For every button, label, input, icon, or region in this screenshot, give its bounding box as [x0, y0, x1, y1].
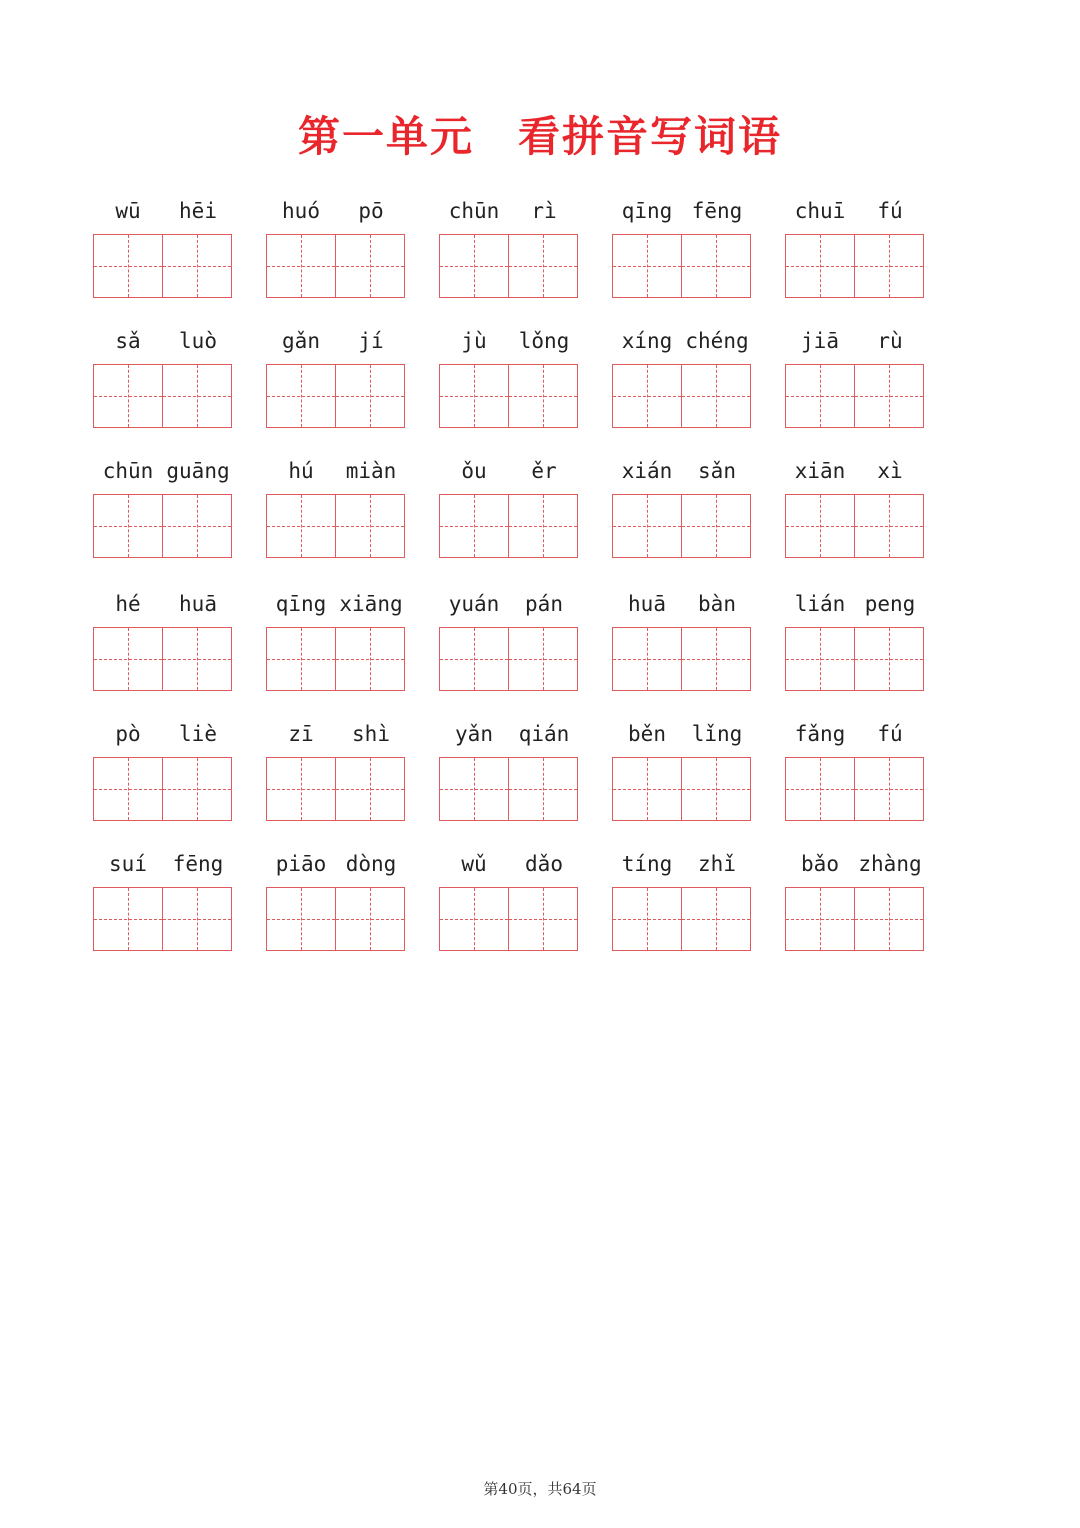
tianzige-box[interactable] — [854, 757, 924, 821]
box-guide-horizontal — [163, 526, 231, 527]
writing-boxes — [785, 757, 923, 821]
tianzige-box[interactable] — [854, 627, 924, 691]
tianzige-box[interactable] — [335, 757, 405, 821]
box-guide-horizontal — [336, 789, 404, 790]
tianzige-box[interactable] — [612, 757, 682, 821]
word-item — [785, 454, 925, 564]
pinyin-syllable: lián — [794, 592, 846, 616]
word-item — [266, 194, 406, 304]
word-item — [266, 587, 406, 697]
box-guide-horizontal — [509, 789, 577, 790]
box-guide-horizontal — [786, 789, 854, 790]
pinyin-label — [612, 847, 752, 881]
box-guide-horizontal — [267, 266, 335, 267]
pinyin-syllable: chūn — [448, 199, 500, 223]
box-guide-horizontal — [682, 396, 750, 397]
pinyin-syllable: bàn — [698, 592, 736, 616]
word-item — [93, 324, 233, 434]
pinyin-syllable: huā — [179, 592, 217, 616]
writing-boxes — [266, 234, 404, 298]
tianzige-box[interactable] — [612, 887, 682, 951]
word-item — [785, 717, 925, 827]
box-guide-horizontal — [440, 919, 508, 920]
pinyin-syllable: zī — [288, 722, 314, 746]
tianzige-box[interactable] — [854, 494, 924, 558]
tianzige-box[interactable] — [854, 364, 924, 428]
box-guide-horizontal — [786, 526, 854, 527]
tianzige-box[interactable] — [508, 757, 578, 821]
pinyin-label — [612, 324, 752, 358]
tianzige-box[interactable] — [508, 364, 578, 428]
tianzige-box[interactable] — [335, 627, 405, 691]
box-guide-horizontal — [267, 919, 335, 920]
pinyin-syllable: lǐng — [691, 722, 743, 746]
box-guide-horizontal — [94, 789, 162, 790]
pinyin-label — [612, 587, 752, 621]
tianzige-box[interactable] — [266, 234, 336, 298]
pinyin-syllable: rù — [877, 329, 903, 353]
word-item — [612, 324, 752, 434]
box-guide-horizontal — [440, 396, 508, 397]
box-guide-horizontal — [786, 396, 854, 397]
word-item — [439, 194, 579, 304]
box-guide-horizontal — [94, 266, 162, 267]
word-item — [266, 717, 406, 827]
pinyin-syllable: lǒng — [518, 329, 570, 353]
pinyin-syllable: rì — [531, 199, 557, 223]
pinyin-syllable: xì — [877, 459, 903, 483]
box-guide-horizontal — [855, 526, 923, 527]
tianzige-box[interactable] — [266, 887, 336, 951]
pinyin-syllable: xián — [621, 459, 673, 483]
pinyin-syllable: fú — [877, 722, 903, 746]
word-item — [266, 454, 406, 564]
pinyin-syllable: zhǐ — [698, 852, 736, 876]
pinyin-syllable: pō — [358, 199, 384, 223]
writing-boxes — [612, 887, 750, 951]
pinyin-syllable: shì — [352, 722, 390, 746]
pinyin-label — [785, 324, 925, 358]
box-guide-horizontal — [440, 526, 508, 527]
pinyin-syllable: dǎo — [525, 852, 563, 876]
tianzige-box[interactable] — [335, 887, 405, 951]
pinyin-label — [612, 194, 752, 228]
box-guide-horizontal — [94, 919, 162, 920]
word-item — [93, 194, 233, 304]
pinyin-syllable: suí — [109, 852, 147, 876]
pinyin-label — [785, 454, 925, 488]
pinyin-syllable: liè — [179, 722, 217, 746]
box-guide-horizontal — [509, 919, 577, 920]
writing-boxes — [612, 234, 750, 298]
tianzige-box[interactable] — [681, 887, 751, 951]
pinyin-label — [439, 717, 579, 751]
box-guide-horizontal — [682, 266, 750, 267]
writing-boxes — [93, 494, 231, 558]
writing-boxes — [785, 234, 923, 298]
writing-boxes — [266, 494, 404, 558]
pinyin-label — [439, 847, 579, 881]
pinyin-label — [93, 194, 233, 228]
tianzige-box[interactable] — [439, 364, 509, 428]
box-guide-horizontal — [613, 919, 681, 920]
pinyin-syllable: tíng — [621, 852, 673, 876]
tianzige-box[interactable] — [681, 364, 751, 428]
pinyin-syllable: yuán — [448, 592, 500, 616]
pinyin-syllable: pò — [115, 722, 141, 746]
pinyin-syllable: xiān — [794, 459, 846, 483]
word-item — [439, 454, 579, 564]
pinyin-label — [266, 324, 406, 358]
pinyin-label — [785, 717, 925, 751]
word-item — [266, 847, 406, 957]
pinyin-syllable: zhàng — [858, 852, 922, 876]
pinyin-syllable: ǒu — [461, 459, 487, 483]
tianzige-box[interactable] — [93, 494, 163, 558]
box-guide-horizontal — [440, 659, 508, 660]
pinyin-syllable: hú — [288, 459, 314, 483]
box-guide-horizontal — [336, 526, 404, 527]
writing-boxes — [612, 494, 750, 558]
box-guide-horizontal — [163, 266, 231, 267]
word-item — [93, 847, 233, 957]
box-guide-horizontal — [336, 659, 404, 660]
pinyin-syllable: qīng — [275, 592, 327, 616]
pinyin-syllable: fēng — [172, 852, 224, 876]
word-item — [612, 194, 752, 304]
box-guide-horizontal — [267, 659, 335, 660]
pinyin-syllable: piāo — [275, 852, 327, 876]
pinyin-label — [93, 717, 233, 751]
pinyin-syllable: chuī — [794, 199, 846, 223]
pinyin-label — [266, 194, 406, 228]
box-guide-horizontal — [786, 659, 854, 660]
tianzige-box[interactable] — [681, 627, 751, 691]
tianzige-box[interactable] — [785, 627, 855, 691]
tianzige-box[interactable] — [681, 234, 751, 298]
box-guide-horizontal — [440, 789, 508, 790]
word-item — [439, 847, 579, 957]
box-guide-horizontal — [94, 659, 162, 660]
tianzige-box[interactable] — [93, 364, 163, 428]
pinyin-syllable: jiā — [801, 329, 839, 353]
pinyin-syllable: miàn — [345, 459, 397, 483]
writing-boxes — [785, 627, 923, 691]
word-item — [785, 324, 925, 434]
box-guide-horizontal — [855, 396, 923, 397]
pinyin-syllable: ěr — [531, 459, 557, 483]
tianzige-box[interactable] — [508, 627, 578, 691]
tianzige-box[interactable] — [439, 494, 509, 558]
pinyin-syllable: guāng — [166, 459, 230, 483]
tianzige-box[interactable] — [162, 494, 232, 558]
word-item — [266, 324, 406, 434]
pinyin-syllable: sǎn — [698, 459, 736, 483]
box-guide-horizontal — [786, 266, 854, 267]
tianzige-box[interactable] — [439, 887, 509, 951]
box-guide-horizontal — [163, 396, 231, 397]
tianzige-box[interactable] — [785, 757, 855, 821]
writing-boxes — [266, 887, 404, 951]
pinyin-syllable: yǎn — [455, 722, 493, 746]
tianzige-box[interactable] — [93, 627, 163, 691]
pinyin-syllable: wǔ — [461, 852, 487, 876]
pinyin-label — [612, 717, 752, 751]
pinyin-syllable: qián — [518, 722, 570, 746]
writing-boxes — [612, 757, 750, 821]
tianzige-box[interactable] — [439, 627, 509, 691]
box-guide-horizontal — [336, 919, 404, 920]
pinyin-syllable: huā — [628, 592, 666, 616]
box-guide-horizontal — [613, 396, 681, 397]
box-guide-horizontal — [509, 526, 577, 527]
pinyin-syllable: bǎo — [801, 852, 839, 876]
pinyin-syllable: dòng — [345, 852, 397, 876]
tianzige-box[interactable] — [508, 234, 578, 298]
writing-boxes — [612, 627, 750, 691]
tianzige-box[interactable] — [335, 234, 405, 298]
pinyin-syllable: hé — [115, 592, 141, 616]
tianzige-box[interactable] — [854, 887, 924, 951]
pinyin-syllable: fēng — [691, 199, 743, 223]
pinyin-label — [93, 324, 233, 358]
tianzige-box[interactable] — [93, 887, 163, 951]
tianzige-box[interactable] — [266, 494, 336, 558]
tianzige-box[interactable] — [162, 887, 232, 951]
pinyin-label — [612, 454, 752, 488]
tianzige-box[interactable] — [162, 364, 232, 428]
pinyin-label — [93, 454, 233, 488]
pinyin-syllable: pán — [525, 592, 563, 616]
tianzige-box[interactable] — [439, 234, 509, 298]
pinyin-syllable: jù — [461, 329, 487, 353]
tianzige-box[interactable] — [612, 234, 682, 298]
word-item — [612, 717, 752, 827]
box-guide-horizontal — [336, 396, 404, 397]
word-item — [785, 847, 925, 957]
tianzige-box[interactable] — [785, 364, 855, 428]
pinyin-syllable: chūn — [102, 459, 154, 483]
box-guide-horizontal — [163, 919, 231, 920]
writing-boxes — [785, 887, 923, 951]
pinyin-syllable: luò — [179, 329, 217, 353]
pinyin-syllable: peng — [864, 592, 916, 616]
pinyin-label — [266, 717, 406, 751]
pinyin-syllable: xíng — [621, 329, 673, 353]
word-item — [93, 454, 233, 564]
pinyin-syllable: jí — [358, 329, 384, 353]
pinyin-label — [439, 194, 579, 228]
tianzige-box[interactable] — [508, 494, 578, 558]
box-guide-horizontal — [855, 659, 923, 660]
tianzige-box[interactable] — [681, 494, 751, 558]
box-guide-horizontal — [509, 396, 577, 397]
writing-boxes — [93, 757, 231, 821]
writing-boxes — [439, 757, 577, 821]
tianzige-box[interactable] — [266, 757, 336, 821]
pinyin-label — [785, 194, 925, 228]
pinyin-label — [266, 587, 406, 621]
tianzige-box[interactable] — [612, 494, 682, 558]
tianzige-box[interactable] — [854, 234, 924, 298]
tianzige-box[interactable] — [93, 234, 163, 298]
pinyin-syllable: hēi — [179, 199, 217, 223]
tianzige-box[interactable] — [335, 494, 405, 558]
writing-boxes — [612, 364, 750, 428]
tianzige-box[interactable] — [335, 364, 405, 428]
pinyin-syllable: xiāng — [339, 592, 403, 616]
writing-boxes — [439, 364, 577, 428]
box-guide-horizontal — [613, 789, 681, 790]
box-guide-horizontal — [786, 919, 854, 920]
pinyin-syllable: qīng — [621, 199, 673, 223]
box-guide-horizontal — [682, 919, 750, 920]
pinyin-syllable: sǎ — [115, 329, 141, 353]
pinyin-label — [266, 847, 406, 881]
writing-boxes — [439, 494, 577, 558]
writing-boxes — [785, 364, 923, 428]
word-item — [93, 587, 233, 697]
writing-boxes — [439, 887, 577, 951]
box-guide-horizontal — [94, 526, 162, 527]
tianzige-box[interactable] — [785, 494, 855, 558]
box-guide-horizontal — [267, 789, 335, 790]
word-item — [93, 717, 233, 827]
box-guide-horizontal — [509, 659, 577, 660]
writing-boxes — [439, 234, 577, 298]
pinyin-label — [439, 454, 579, 488]
tianzige-box[interactable] — [612, 627, 682, 691]
box-guide-horizontal — [855, 919, 923, 920]
pinyin-label — [439, 324, 579, 358]
word-item — [785, 587, 925, 697]
word-item — [612, 454, 752, 564]
box-guide-horizontal — [267, 396, 335, 397]
writing-boxes — [266, 627, 404, 691]
box-guide-horizontal — [613, 659, 681, 660]
writing-boxes — [266, 757, 404, 821]
worksheet-title: 第一单元 看拼音写词语 — [297, 112, 782, 161]
tianzige-box[interactable] — [612, 364, 682, 428]
pinyin-label — [93, 847, 233, 881]
writing-boxes — [93, 364, 231, 428]
word-item — [612, 587, 752, 697]
tianzige-box[interactable] — [681, 757, 751, 821]
word-item — [439, 587, 579, 697]
tianzige-box[interactable] — [162, 757, 232, 821]
box-guide-horizontal — [613, 526, 681, 527]
tianzige-box[interactable] — [266, 364, 336, 428]
word-item — [785, 194, 925, 304]
writing-boxes — [785, 494, 923, 558]
pinyin-label — [439, 587, 579, 621]
box-guide-horizontal — [440, 266, 508, 267]
box-guide-horizontal — [336, 266, 404, 267]
tianzige-box[interactable] — [785, 234, 855, 298]
box-guide-horizontal — [94, 396, 162, 397]
box-guide-horizontal — [613, 266, 681, 267]
pinyin-label — [266, 454, 406, 488]
pinyin-syllable: gǎn — [282, 329, 320, 353]
box-guide-horizontal — [682, 789, 750, 790]
pinyin-syllable: wū — [115, 199, 141, 223]
box-guide-horizontal — [163, 789, 231, 790]
pinyin-syllable: chéng — [685, 329, 749, 353]
box-guide-horizontal — [509, 266, 577, 267]
word-item — [612, 847, 752, 957]
tianzige-box[interactable] — [93, 757, 163, 821]
writing-boxes — [93, 627, 231, 691]
pinyin-syllable: huó — [282, 199, 320, 223]
pinyin-label — [785, 587, 925, 621]
pinyin-syllable: fú — [877, 199, 903, 223]
tianzige-box[interactable] — [785, 887, 855, 951]
writing-boxes — [93, 234, 231, 298]
pinyin-label — [93, 587, 233, 621]
box-guide-horizontal — [682, 526, 750, 527]
word-item — [439, 324, 579, 434]
writing-boxes — [93, 887, 231, 951]
pinyin-syllable: fǎng — [794, 722, 846, 746]
tianzige-box[interactable] — [162, 234, 232, 298]
box-guide-horizontal — [855, 266, 923, 267]
box-guide-horizontal — [682, 659, 750, 660]
box-guide-horizontal — [163, 659, 231, 660]
tianzige-box[interactable] — [266, 627, 336, 691]
tianzige-box[interactable] — [508, 887, 578, 951]
writing-boxes — [439, 627, 577, 691]
writing-boxes — [266, 364, 404, 428]
box-guide-horizontal — [855, 789, 923, 790]
pinyin-syllable: běn — [628, 722, 666, 746]
box-guide-horizontal — [267, 526, 335, 527]
tianzige-box[interactable] — [162, 627, 232, 691]
word-item — [439, 717, 579, 827]
tianzige-box[interactable] — [439, 757, 509, 821]
pinyin-label — [785, 847, 925, 881]
page-footer: 第40页，共64页 — [483, 1480, 597, 1498]
